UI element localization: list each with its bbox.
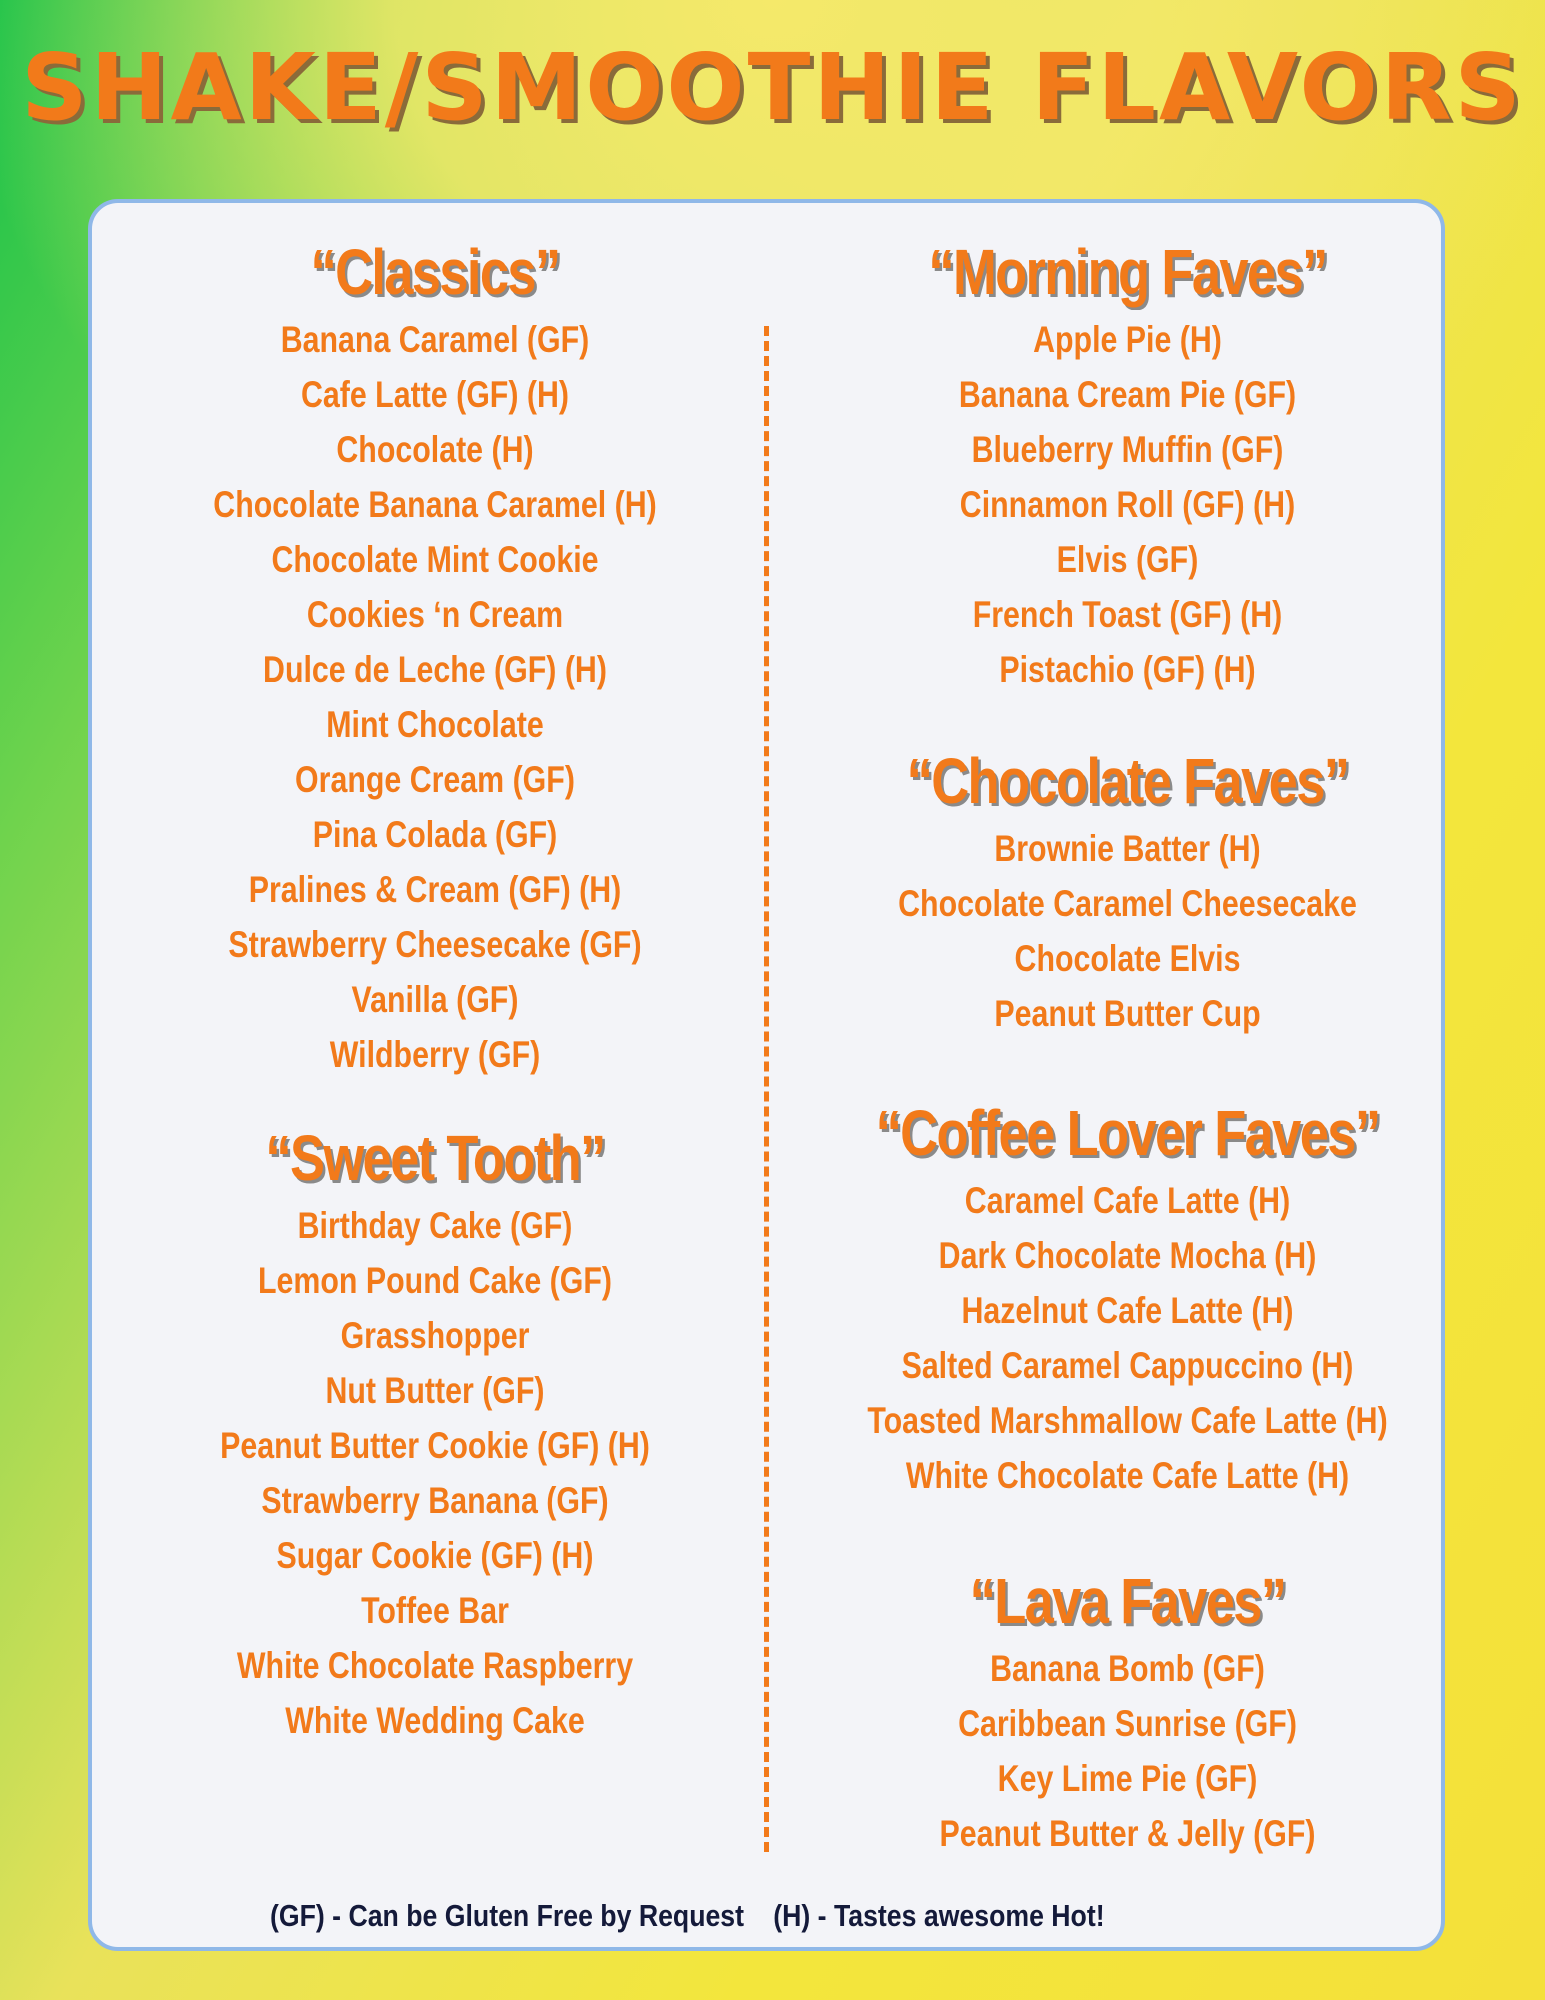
section-title-chocolate-faves: “Chocolate Faves”: [906, 745, 1349, 817]
flavor-item: Chocolate Caramel Cheesecake: [898, 883, 1357, 924]
section-title-morning-faves: “Morning Faves”: [928, 236, 1327, 308]
flavor-item: Cafe Latte (GF) (H): [300, 374, 569, 415]
flavor-item: Pina Colada (GF): [312, 814, 558, 855]
flavor-item: Banana Bomb (GF): [990, 1648, 1265, 1689]
flavor-item: Strawberry Cheesecake (GF): [228, 924, 642, 965]
flavor-item: Chocolate Elvis: [1014, 938, 1241, 979]
flavor-item: Chocolate (H): [336, 429, 534, 470]
flavor-item: Banana Cream Pie (GF): [958, 374, 1297, 415]
section-title-coffee-lover-faves: “Coffee Lover Faves”: [875, 1097, 1380, 1169]
flavor-item: Caribbean Sunrise (GF): [958, 1703, 1297, 1744]
flavor-item: Strawberry Banana (GF): [261, 1480, 609, 1521]
flavor-item: Mint Chocolate: [326, 704, 544, 745]
flavor-item: Cookies ‘n Cream: [306, 594, 564, 635]
flavor-item: Pralines & Cream (GF) (H): [248, 869, 622, 910]
flavor-item: Banana Caramel (GF): [280, 319, 590, 360]
section-coffee-lover-faves: [800, 1093, 1455, 1503]
flavor-item: White Chocolate Raspberry: [236, 1645, 634, 1686]
gluten-free-note: (GF) - Can be Gluten Free by Request: [270, 1898, 745, 1933]
flavor-item: White Wedding Cake: [285, 1700, 585, 1741]
section-lava-faves: [800, 1561, 1455, 1861]
flavor-item: Salted Caramel Cappuccino (H): [901, 1345, 1354, 1386]
flavor-item: Toasted Marshmallow Cafe Latte (H): [867, 1400, 1388, 1441]
section-morning-faves: [800, 232, 1455, 697]
flavor-item: Wildberry (GF): [329, 1034, 541, 1075]
left-column: [140, 232, 730, 1748]
flavor-item: Brownie Batter (H): [994, 828, 1261, 869]
flavor-item: Grasshopper: [340, 1315, 530, 1356]
flavor-item: French Toast (GF) (H): [972, 594, 1283, 635]
flavor-item: Hazelnut Cafe Latte (H): [961, 1290, 1294, 1331]
flavor-item: Chocolate Banana Caramel (H): [213, 484, 657, 525]
flavor-item: Peanut Butter Cookie (GF) (H): [220, 1425, 650, 1466]
flavor-item: Lemon Pound Cake (GF): [258, 1260, 612, 1301]
flavor-item: Vanilla (GF): [351, 979, 519, 1020]
flavor-item: Dulce de Leche (GF) (H): [263, 649, 607, 690]
flavor-item: Cinnamon Roll (GF) (H): [959, 484, 1296, 525]
section-title-sweet-tooth: “Sweet Tooth”: [265, 1122, 605, 1194]
flavor-item: Elvis (GF): [1056, 539, 1199, 580]
right-column: [800, 232, 1455, 1861]
hot-note: (H) - Tastes awesome Hot!: [773, 1898, 1105, 1933]
flavor-item: White Chocolate Cafe Latte (H): [905, 1455, 1350, 1496]
legend-footnote: [270, 1898, 1130, 1934]
section-classics: [140, 232, 730, 1082]
flavor-item: Dark Chocolate Mocha (H): [938, 1235, 1317, 1276]
flavor-item: Nut Butter (GF): [325, 1370, 545, 1411]
flavor-item: Birthday Cake (GF): [297, 1205, 573, 1246]
column-divider: [764, 326, 769, 1852]
section-title-classics: “Classics”: [310, 236, 560, 308]
flavor-item: Pistachio (GF) (H): [999, 649, 1256, 690]
flavor-item: Apple Pie (H): [1033, 319, 1222, 360]
section-title-lava-faves: “Lava Faves”: [969, 1565, 1286, 1637]
flavor-item: Orange Cream (GF): [295, 759, 575, 800]
flavor-item: Sugar Cookie (GF) (H): [276, 1535, 594, 1576]
section-chocolate-faves: [800, 741, 1455, 1041]
section-sweet-tooth: [140, 1118, 730, 1748]
flavor-item: Key Lime Pie (GF): [997, 1758, 1258, 1799]
flavor-item: Peanut Butter & Jelly (GF): [939, 1813, 1316, 1854]
flavor-item: Caramel Cafe Latte (H): [964, 1180, 1291, 1221]
flavor-item: Peanut Butter Cup: [994, 993, 1261, 1034]
flavor-item: Blueberry Muffin (GF): [971, 429, 1284, 470]
flavor-item: Toffee Bar: [361, 1590, 509, 1631]
page-title: SHAKE/SMOOTHIE FLAVORS: [21, 34, 1524, 141]
flavor-item: Chocolate Mint Cookie: [271, 539, 599, 580]
